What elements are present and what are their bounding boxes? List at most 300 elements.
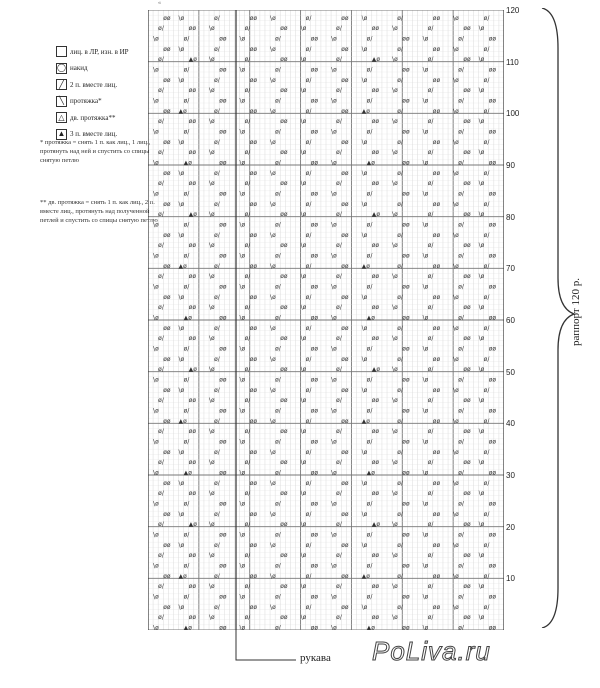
stitch-symbol: øø bbox=[219, 190, 227, 198]
stitch-symbol: øø bbox=[463, 521, 471, 529]
stitch-symbol: \ø bbox=[361, 324, 368, 332]
stitch-symbol: ø/ bbox=[158, 118, 164, 126]
stitch-symbol: \ø bbox=[300, 242, 307, 250]
stitch-symbol: ▲ø bbox=[361, 417, 370, 425]
stitch-symbol: ø/ bbox=[275, 438, 281, 446]
stitch-symbol: øø bbox=[463, 397, 471, 405]
stitch-symbol: ▲ø bbox=[178, 417, 187, 425]
stitch-symbol: øø bbox=[371, 118, 380, 126]
stitch-symbol: \ø bbox=[209, 273, 215, 281]
stitch-symbol: ø/ bbox=[336, 490, 342, 498]
stitch-symbol: \ø bbox=[422, 376, 429, 384]
stitch-symbol: ø/ bbox=[397, 14, 403, 22]
stitch-symbol: øø bbox=[280, 521, 288, 529]
stitch-symbol: ø/ bbox=[336, 56, 342, 64]
stitch-symbol: ø/ bbox=[158, 273, 164, 281]
stitch-symbol: \ø bbox=[153, 128, 159, 136]
stitch-symbol: øø bbox=[249, 107, 258, 115]
stitch-symbol: ø/ bbox=[336, 552, 342, 560]
stitch-symbol: \ø bbox=[331, 35, 337, 43]
stitch-symbol: ø/ bbox=[214, 510, 220, 518]
stitch-symbol: ø/ bbox=[158, 459, 164, 467]
footnote-double: ** дв. протяжка = снять 1 п. как лиц., 2 п. вместе лиц., протянуть над полученной петлей и спустить со спицы снятую петлю bbox=[40, 199, 158, 224]
stitch-symbol: \ø bbox=[270, 510, 276, 518]
stitch-symbol: ø/ bbox=[244, 521, 251, 529]
stitch-symbol: \ø bbox=[239, 500, 246, 508]
legend-item bbox=[56, 94, 156, 109]
stitch-symbol: \ø bbox=[361, 510, 368, 518]
stitch-symbol: ▲ø bbox=[366, 624, 375, 630]
stitch-symbol: \ø bbox=[331, 283, 337, 291]
stitch-symbol: \ø bbox=[422, 469, 429, 477]
stitch-symbol: ø/ bbox=[214, 572, 220, 580]
stitch-symbol: \ø bbox=[361, 231, 368, 239]
stitch-symbol: øø bbox=[188, 87, 197, 95]
stitch-symbol: \ø bbox=[422, 345, 429, 353]
stitch-symbol: ø/ bbox=[336, 118, 342, 126]
stitch-symbol: øø bbox=[341, 76, 349, 84]
stitch-symbol: ø/ bbox=[244, 614, 251, 622]
stitch-symbol: \ø bbox=[239, 376, 246, 384]
stitch-symbol: øø bbox=[402, 500, 410, 508]
stitch-symbol: \ø bbox=[478, 521, 485, 529]
stitch-symbol: ø/ bbox=[305, 293, 312, 301]
stitch-symbol: øø bbox=[310, 593, 319, 601]
stitch-symbol: ø/ bbox=[275, 469, 281, 477]
stitch-symbol: ø/ bbox=[336, 614, 342, 622]
row-number: 90 bbox=[506, 161, 515, 170]
stitch-symbol: \ø bbox=[270, 448, 276, 456]
stitch-symbol: ø/ bbox=[483, 355, 490, 363]
stitch-symbol: \ø bbox=[478, 149, 485, 157]
stitch-symbol: \ø bbox=[331, 562, 337, 570]
stitch-symbol: \ø bbox=[209, 428, 215, 436]
stitch-symbol: ø/ bbox=[458, 283, 464, 291]
stitch-symbol: øø bbox=[249, 417, 258, 425]
stitch-symbol: \ø bbox=[392, 180, 398, 188]
stitch-symbol: \ø bbox=[239, 97, 246, 105]
sleeve-pointer bbox=[230, 630, 300, 670]
stitch-symbol: \ø bbox=[153, 97, 159, 105]
stitch-symbol: \ø bbox=[300, 490, 307, 498]
stitch-symbol: øø bbox=[371, 614, 380, 622]
stitch-symbol: \ø bbox=[270, 231, 276, 239]
stitch-symbol: ø/ bbox=[366, 531, 373, 539]
stitch-symbol: \ø bbox=[361, 14, 368, 22]
stitch-symbol: \ø bbox=[153, 66, 159, 74]
stitch-symbol: ø/ bbox=[483, 169, 490, 177]
stitch-symbol: ø/ bbox=[305, 200, 312, 208]
stitch-symbol: \ø bbox=[270, 262, 276, 270]
stitch-symbol: øø bbox=[249, 293, 258, 301]
stitch-symbol: øø bbox=[432, 417, 441, 425]
stitch-symbol: øø bbox=[188, 397, 197, 405]
stitch-symbol: øø bbox=[249, 262, 258, 270]
stitch-symbol: ø/ bbox=[214, 603, 220, 611]
stitch-symbol: øø bbox=[341, 479, 349, 487]
stitch-symbol: øø bbox=[432, 324, 441, 332]
stitch-symbol: ø/ bbox=[427, 583, 434, 591]
stitch-symbol: øø bbox=[341, 572, 349, 580]
stitch-symbol: øø bbox=[249, 76, 258, 84]
stitch-symbol: øø bbox=[310, 531, 319, 539]
stitch-symbol: \ø bbox=[422, 66, 429, 74]
stitch-symbol: øø bbox=[188, 552, 197, 560]
stitch-symbol: ø/ bbox=[244, 118, 251, 126]
stitch-symbol: ø/ bbox=[214, 293, 220, 301]
stitch-symbol: \ø bbox=[453, 479, 459, 487]
stitch-symbol: øø bbox=[219, 469, 227, 477]
stitch-symbol: øø bbox=[341, 417, 349, 425]
stitch-symbol: ø/ bbox=[244, 397, 251, 405]
stitch-symbol: ø/ bbox=[427, 180, 434, 188]
stitch-symbol: ø/ bbox=[214, 200, 220, 208]
stitch-symbol: \ø bbox=[392, 428, 398, 436]
stitch-symbol: ø/ bbox=[366, 562, 373, 570]
stitch-symbol: ø/ bbox=[305, 603, 312, 611]
stitch-symbol: \ø bbox=[300, 366, 307, 374]
stitch-symbol: ø/ bbox=[183, 500, 190, 508]
stitch-symbol: ø/ bbox=[366, 190, 373, 198]
stitch-symbol: ø/ bbox=[183, 407, 190, 415]
stitch-symbol: ø/ bbox=[366, 593, 373, 601]
stitch-symbol: øø bbox=[402, 97, 410, 105]
stitch-symbol: øø bbox=[249, 324, 258, 332]
stitch-symbol: \ø bbox=[239, 314, 246, 322]
stitch-symbol: ø/ bbox=[483, 262, 490, 270]
stitch-symbol: ▲ø bbox=[366, 314, 375, 322]
stitch-symbol: ø/ bbox=[366, 438, 373, 446]
stitch-symbol: ø/ bbox=[483, 510, 490, 518]
stitch-symbol: \ø bbox=[239, 283, 246, 291]
stitch-symbol: ø/ bbox=[244, 149, 251, 157]
stitch-symbol: øø bbox=[402, 438, 410, 446]
stitch-symbol: ø/ bbox=[183, 562, 190, 570]
stitch-symbol: ø/ bbox=[397, 572, 403, 580]
stitch-symbol: \ø bbox=[478, 397, 485, 405]
stitch-symbol: \ø bbox=[239, 593, 246, 601]
stitch-symbol: øø bbox=[488, 283, 497, 291]
stitch-symbol: ø/ bbox=[244, 273, 251, 281]
stitch-symbol: \ø bbox=[478, 459, 485, 467]
stitch-symbol: øø bbox=[163, 76, 171, 84]
stitch-symbol: ø/ bbox=[483, 231, 490, 239]
stitch-symbol: \ø bbox=[361, 293, 368, 301]
stitch-symbol: øø bbox=[310, 66, 319, 74]
stitch-symbol: ø/ bbox=[158, 490, 164, 498]
stitch-symbol: \ø bbox=[422, 97, 429, 105]
stitch-symbol: ø/ bbox=[183, 438, 190, 446]
stitch-symbol: øø bbox=[188, 118, 197, 126]
stitch-symbol: \ø bbox=[209, 211, 215, 219]
stitch-symbol: \ø bbox=[392, 521, 398, 529]
stitch-symbol: ø/ bbox=[458, 66, 464, 74]
stitch-symbol: ø/ bbox=[244, 211, 251, 219]
stitch-symbol: ø/ bbox=[214, 169, 220, 177]
stitch-symbol: øø bbox=[280, 180, 288, 188]
triangle-filled-icon: ▲ bbox=[57, 129, 66, 138]
stitch-symbol: ø/ bbox=[458, 407, 464, 415]
stitch-symbol: \ø bbox=[478, 180, 485, 188]
stitch-symbol: \ø bbox=[209, 304, 215, 312]
stitch-symbol: øø bbox=[371, 273, 380, 281]
legend-text: лиц. в ЛР, изн. в ИР bbox=[70, 47, 129, 56]
stitch-symbol: \ø bbox=[300, 583, 307, 591]
stitch-symbol: øø bbox=[402, 376, 410, 384]
stitch-symbol: \ø bbox=[209, 87, 215, 95]
stitch-symbol: ø/ bbox=[214, 448, 220, 456]
stitch-symbol: ø/ bbox=[214, 14, 220, 22]
stitch-symbol: \ø bbox=[300, 335, 307, 343]
stitch-symbol: \ø bbox=[178, 138, 185, 146]
stitch-symbol: \ø bbox=[331, 221, 337, 229]
stitch-symbol: øø bbox=[341, 231, 349, 239]
row-number: 80 bbox=[506, 212, 515, 222]
stitch-symbol: øø bbox=[432, 45, 441, 53]
stitch-symbol: \ø bbox=[239, 221, 246, 229]
stitch-symbol: ø/ bbox=[397, 603, 403, 611]
stitch-symbol: ø/ bbox=[427, 490, 434, 498]
stitch-symbol: ø/ bbox=[458, 345, 464, 353]
stitch-symbol: \ø bbox=[178, 510, 185, 518]
stitch-symbol: øø bbox=[280, 428, 288, 436]
stitch-symbol: ø/ bbox=[244, 552, 251, 560]
stitch-symbol: øø bbox=[163, 386, 171, 394]
stitch-symbol: \ø bbox=[178, 386, 185, 394]
stitch-symbol: \ø bbox=[153, 531, 159, 539]
stitch-symbol: ▲ø bbox=[371, 211, 381, 219]
stitch-symbol: ø/ bbox=[483, 572, 490, 580]
stitch-symbol: øø bbox=[249, 231, 258, 239]
stitch-symbol: ø/ bbox=[336, 397, 342, 405]
stitch-symbol: \ø bbox=[361, 76, 368, 84]
stitch-symbol: \ø bbox=[178, 169, 185, 177]
stitch-symbol: \ø bbox=[392, 583, 398, 591]
stitch-symbol: \ø bbox=[270, 479, 276, 487]
stitch-symbol: ø/ bbox=[244, 56, 251, 64]
stitch-symbol: \ø bbox=[209, 242, 215, 250]
stitch-symbol: øø bbox=[163, 169, 171, 177]
stitch-symbol: ø/ bbox=[427, 273, 434, 281]
stitch-symbol: ø/ bbox=[397, 417, 403, 425]
stitch-symbol: øø bbox=[488, 593, 497, 601]
stitch-symbol: \ø bbox=[422, 221, 429, 229]
stitch-symbol: ø/ bbox=[458, 531, 464, 539]
stitch-symbol: ø/ bbox=[244, 490, 251, 498]
stitch-symbol: \ø bbox=[453, 138, 459, 146]
stitch-symbol: øø bbox=[249, 541, 258, 549]
stitch-symbol: ø/ bbox=[427, 242, 434, 250]
stitch-symbol: ø/ bbox=[427, 459, 434, 467]
stitch-symbol: \ø bbox=[153, 221, 159, 229]
stitch-symbol: \ø bbox=[453, 14, 459, 22]
stitch-symbol: øø bbox=[341, 324, 349, 332]
stitch-symbol: ø/ bbox=[397, 510, 403, 518]
stitch-symbol: øø bbox=[432, 76, 441, 84]
stitch-symbol: \ø bbox=[153, 190, 159, 198]
stitch-symbol: ø/ bbox=[458, 438, 464, 446]
stitch-symbol: ø/ bbox=[483, 200, 490, 208]
stitch-symbol: \ø bbox=[422, 593, 429, 601]
stitch-symbol: \ø bbox=[422, 190, 429, 198]
empty-square-icon bbox=[56, 46, 67, 57]
stitch-symbol: øø bbox=[310, 345, 319, 353]
stitch-symbol: ø/ bbox=[397, 262, 403, 270]
stitch-symbol: ø/ bbox=[275, 562, 281, 570]
stitch-symbol: øø bbox=[341, 293, 349, 301]
stitch-symbol: ø/ bbox=[397, 76, 403, 84]
stitch-symbol: øø bbox=[280, 87, 288, 95]
stitch-symbol: ø/ bbox=[214, 107, 220, 115]
stitch-symbol: \ø bbox=[392, 397, 398, 405]
stitch-symbol: ø/ bbox=[275, 66, 281, 74]
stitch-symbol: ø/ bbox=[244, 459, 251, 467]
stitch-symbol: øø bbox=[310, 500, 319, 508]
stitch-symbol: \ø bbox=[178, 324, 185, 332]
stitch-symbol: ø/ bbox=[483, 417, 490, 425]
stitch-symbol: ø/ bbox=[305, 541, 312, 549]
circle-icon: ◯ bbox=[57, 63, 66, 72]
stitch-symbol: øø bbox=[310, 407, 319, 415]
stitch-symbol: øø bbox=[432, 479, 441, 487]
stitch-symbol: \ø bbox=[392, 56, 398, 64]
stitch-symbol: \ø bbox=[209, 614, 215, 622]
stitch-symbol: ø/ bbox=[483, 107, 490, 115]
stitch-symbol: øø bbox=[488, 190, 497, 198]
stitch-symbol: ø/ bbox=[336, 459, 342, 467]
stitch-symbol: ø/ bbox=[275, 531, 281, 539]
stitch-symbol: øø bbox=[188, 459, 197, 467]
stitch-symbol: øø bbox=[163, 14, 171, 22]
stitch-symbol: øø bbox=[402, 345, 410, 353]
stitch-symbol: øø bbox=[310, 438, 319, 446]
stitch-symbol: øø bbox=[280, 56, 288, 64]
stitch-symbol: ø/ bbox=[214, 479, 220, 487]
stitch-symbol: ø/ bbox=[458, 469, 464, 477]
knitting-chart bbox=[148, 10, 504, 635]
stitch-symbol: øø bbox=[341, 448, 349, 456]
stitch-symbol: ø/ bbox=[305, 169, 312, 177]
stitch-symbol: \ø bbox=[178, 479, 185, 487]
stitch-symbol: øø bbox=[488, 624, 497, 630]
stitch-symbol: \ø bbox=[331, 314, 337, 322]
stitch-symbol: \ø bbox=[331, 624, 337, 630]
stitch-symbol: ▲ø bbox=[178, 107, 187, 115]
stitch-symbol: \ø bbox=[392, 118, 398, 126]
stitch-symbol: ø/ bbox=[305, 324, 312, 332]
stitch-symbol: \ø bbox=[300, 459, 307, 467]
stitch-symbol: \ø bbox=[178, 293, 185, 301]
stitch-symbol: ø/ bbox=[366, 35, 373, 43]
stitch-symbol: \ø bbox=[453, 76, 459, 84]
stitch-symbol: ø/ bbox=[183, 35, 190, 43]
stitch-symbol: ø/ bbox=[183, 593, 190, 601]
stitch-symbol: øø bbox=[249, 448, 258, 456]
stitch-symbol: øø bbox=[432, 262, 441, 270]
stitch-symbol: \ø bbox=[209, 56, 215, 64]
stitch-symbol: ø/ bbox=[183, 221, 190, 229]
stitch-symbol: ø/ bbox=[483, 603, 490, 611]
stitch-symbol: \ø bbox=[153, 407, 159, 415]
stitch-symbol: \ø bbox=[239, 66, 246, 74]
stitch-symbol: ø/ bbox=[214, 76, 220, 84]
stitch-symbol: ø/ bbox=[427, 87, 434, 95]
stitch-symbol: ø/ bbox=[183, 66, 190, 74]
stitch-symbol: øø bbox=[188, 242, 197, 250]
stitch-symbol: øø bbox=[371, 149, 380, 157]
stitch-symbol: \ø bbox=[331, 531, 337, 539]
stitch-symbol: øø bbox=[249, 510, 258, 518]
stitch-symbol: ø/ bbox=[183, 345, 190, 353]
stitch-symbol: øø bbox=[249, 200, 258, 208]
stitch-symbol: \ø bbox=[178, 200, 185, 208]
stitch-symbol: øø bbox=[463, 149, 471, 157]
stitch-symbol: ø/ bbox=[458, 562, 464, 570]
stitch-symbol: ø/ bbox=[275, 35, 281, 43]
stitch-symbol: \ø bbox=[239, 159, 246, 167]
stitch-symbol: \ø bbox=[361, 200, 368, 208]
stitch-symbol: øø bbox=[188, 335, 197, 343]
stitch-symbol: øø bbox=[219, 531, 227, 539]
stitch-symbol: ø/ bbox=[244, 366, 251, 374]
stitch-symbol: ø/ bbox=[305, 448, 312, 456]
stitch-symbol: øø bbox=[188, 25, 197, 33]
stitch-symbol: ø/ bbox=[275, 345, 281, 353]
stitch-symbol: ø/ bbox=[214, 386, 220, 394]
stitch-symbol: ø/ bbox=[275, 314, 281, 322]
stitch-symbol: \ø bbox=[153, 159, 159, 167]
stitch-symbol: øø bbox=[463, 118, 471, 126]
stitch-symbol: øø bbox=[488, 128, 497, 136]
stitch-symbol: øø bbox=[163, 45, 171, 53]
stitch-symbol: øø bbox=[463, 211, 471, 219]
stitch-symbol: \ø bbox=[453, 448, 459, 456]
stitch-symbol: ø/ bbox=[397, 45, 403, 53]
stitch-symbol: ø/ bbox=[275, 283, 281, 291]
stitch-symbol: \ø bbox=[361, 386, 368, 394]
stitch-symbol: \ø bbox=[453, 262, 459, 270]
stitch-symbol: øø bbox=[371, 459, 380, 467]
stitch-symbol: \ø bbox=[270, 138, 276, 146]
stitch-symbol: ø/ bbox=[427, 366, 434, 374]
stitch-symbol: øø bbox=[371, 304, 380, 312]
stitch-symbol: ø/ bbox=[158, 428, 164, 436]
stitch-symbol: ø/ bbox=[158, 87, 164, 95]
stitch-symbol: \ø bbox=[453, 293, 459, 301]
stitch-symbol: øø bbox=[188, 273, 197, 281]
stitch-symbol: øø bbox=[402, 190, 410, 198]
row-number: 110 bbox=[506, 57, 519, 67]
stitch-symbol: øø bbox=[341, 14, 349, 22]
stitch-symbol: \ø bbox=[209, 521, 215, 529]
stitch-symbol: øø bbox=[310, 376, 319, 384]
stitch-symbol: ø/ bbox=[275, 593, 281, 601]
stitch-symbol: øø bbox=[310, 469, 319, 477]
stitch-symbol: \ø bbox=[361, 541, 368, 549]
stitch-symbol: \ø bbox=[178, 45, 185, 53]
stitch-symbol: øø bbox=[219, 314, 227, 322]
stitch-symbol: ø/ bbox=[214, 45, 220, 53]
stitch-symbol: øø bbox=[371, 242, 380, 250]
row-number: 70 bbox=[506, 264, 515, 274]
stitch-symbol: ø/ bbox=[158, 56, 164, 64]
stitch-symbol: ø/ bbox=[397, 448, 403, 456]
stitch-symbol: øø bbox=[219, 159, 227, 167]
stitch-symbol: \ø bbox=[478, 25, 485, 33]
stitch-symbol: ø/ bbox=[336, 242, 342, 250]
stitch-symbol: \ø bbox=[392, 242, 398, 250]
stitch-symbol: ø/ bbox=[214, 417, 220, 425]
